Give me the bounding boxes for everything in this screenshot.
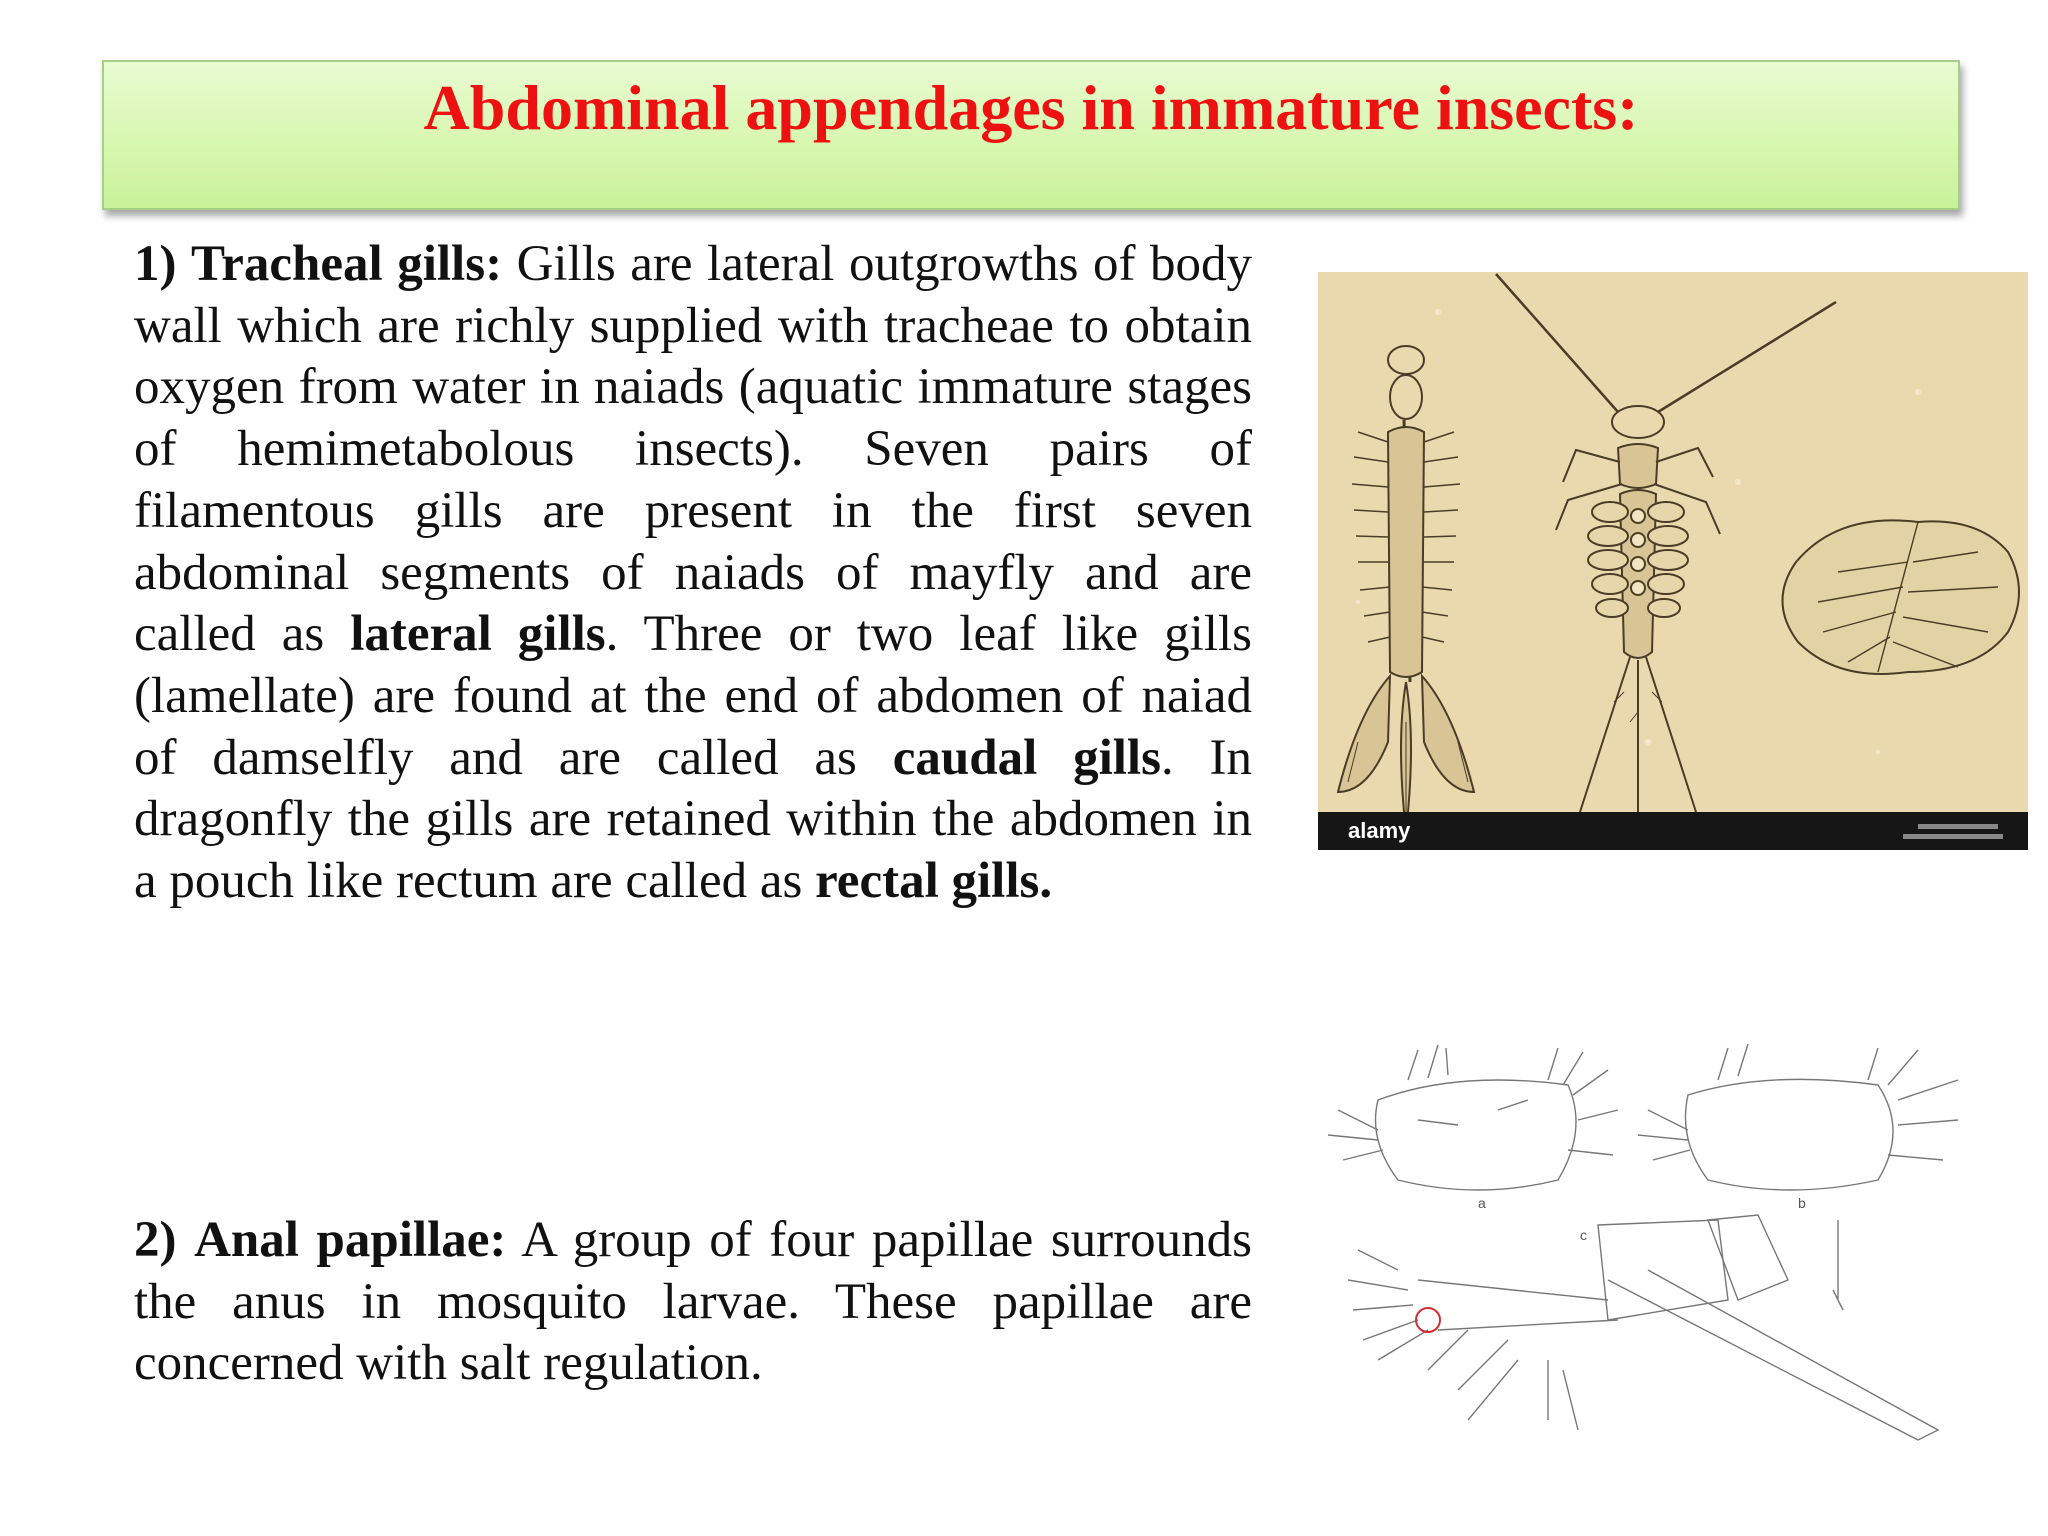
- body-text: Gills are lateral outgrowths of body wall which are richly supplied with tracheae to obtain oxygen from water in naiads (aquatic immature stages of hemimetabolous insects). Seven pairs of filamentous gills are present in the first seven abdominal segments of naiads of mayfly and are called as: [134, 236, 1253, 663]
- section-heading: Tracheal gills:: [191, 236, 503, 292]
- title-banner: [102, 60, 1960, 210]
- leaf-gill-drawing: [1782, 520, 2019, 674]
- tracheal-gills-paragraph: [134, 234, 1252, 913]
- mosquito-larva-papillae-illustration: [1318, 1040, 2028, 1460]
- body-text: . In dragonfly the gills are retained within the abdomen in a pouch like rectum are called as: [134, 729, 1253, 910]
- label-c: c: [1580, 1227, 1587, 1243]
- term-rectal-gills: rectal gills.: [815, 853, 1053, 910]
- watermark-bar: [1318, 812, 2028, 850]
- label-b: b: [1798, 1195, 1806, 1211]
- section-number: 2): [134, 1212, 177, 1268]
- watermark-text: alamy: [1348, 818, 1411, 843]
- term-caudal-gills: caudal gills: [892, 729, 1161, 786]
- section-number: 1): [134, 236, 177, 292]
- illustration-background: [1318, 1040, 2028, 1460]
- body-text: A group of four papillae surrounds the anus in mosquito larvae. These papillae are concerned with salt regulation.: [134, 1212, 1252, 1392]
- label-a: a: [1478, 1195, 1486, 1211]
- naiad-gills-illustration: [1318, 272, 2028, 850]
- body-text: . Three or two leaf like gills (lamellate) are found at the end of abdomen of naiad of damselfly and are called as: [134, 606, 1253, 786]
- section-heading: Anal papillae:: [194, 1212, 507, 1268]
- term-lateral-gills: lateral gills: [350, 606, 606, 663]
- slide-title: Abdominal appendages in immature insects:: [423, 72, 1639, 143]
- anal-papillae-paragraph: [134, 1210, 1252, 1395]
